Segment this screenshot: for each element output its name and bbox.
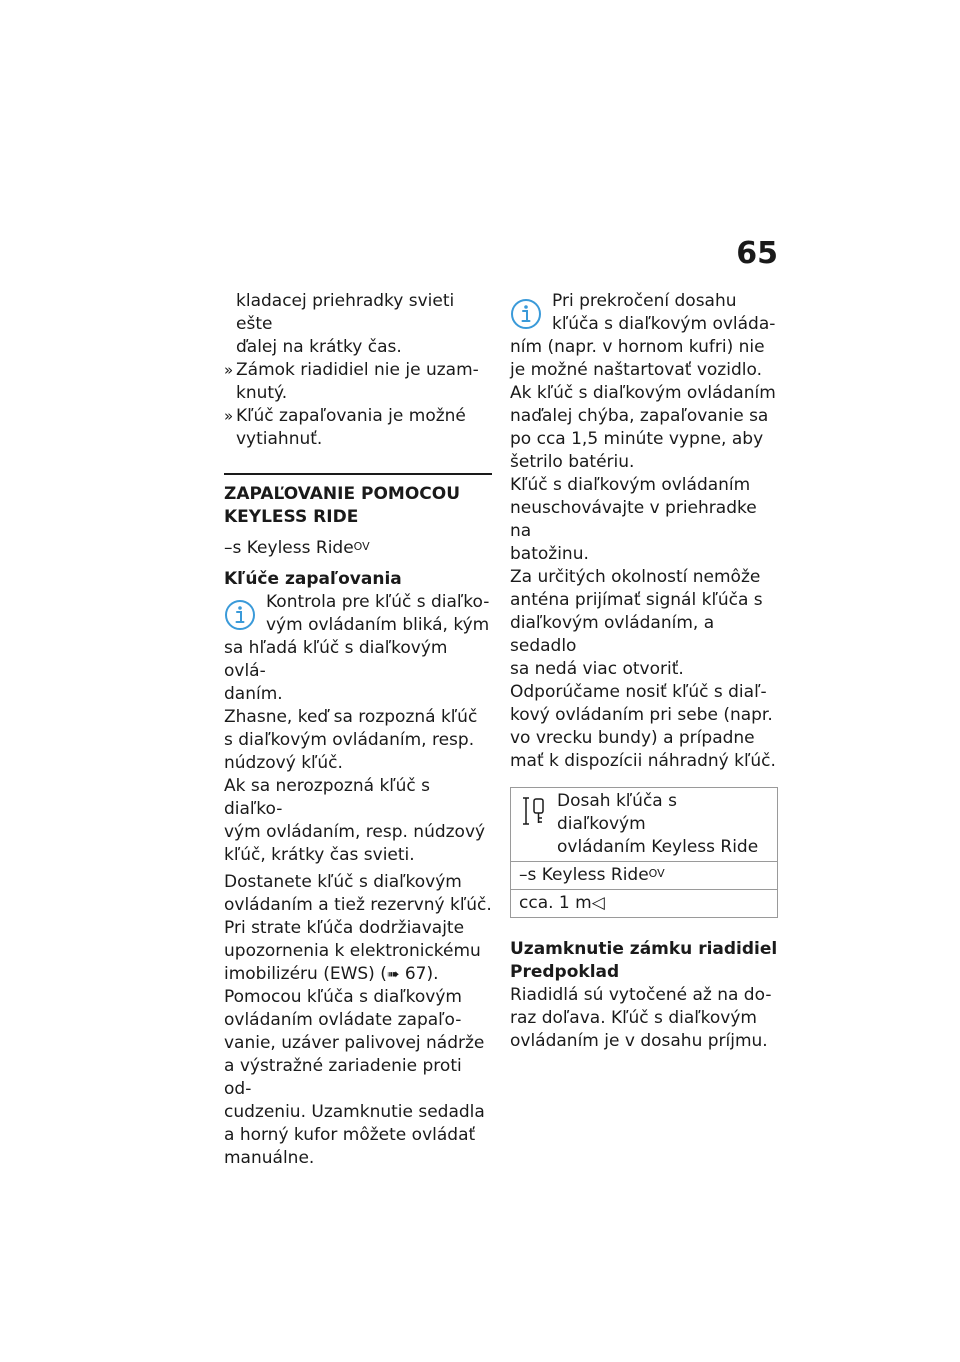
section-title-line: KEYLESS RIDE (224, 507, 359, 527)
text-line: ovládaním a tiež rezervný kľúč. (224, 895, 492, 915)
page-reference-arrow-icon: ➠ (386, 965, 400, 983)
info-icon (510, 298, 542, 330)
text-line: vým ovládaním bliká, kým (266, 615, 490, 635)
text-line: Za určitých okolností nemôže (510, 567, 761, 587)
list-item (224, 359, 492, 405)
info-note (510, 290, 778, 773)
page-number: 65 (736, 236, 778, 271)
text-line: vým ovládaním, resp. núdzový (224, 822, 486, 842)
text-line: Ak kľúč s diaľkovým ovládaním (510, 383, 776, 403)
table-row (511, 890, 778, 918)
key-range-icon (523, 796, 545, 826)
reference-text: imobilizéru (EWS) ( (224, 964, 387, 984)
text-line: cudzeniu. Uzamknutie sedadla (224, 1102, 485, 1122)
range-table (510, 787, 778, 918)
text-line: Pri prekročení dosahu (552, 291, 737, 311)
text-line: Dostanete kľúč s diaľkovým (224, 872, 462, 892)
text-line: diaľkovým ovládaním, a sedadlo (510, 613, 715, 656)
section-title: Uzamknutie zámku riadidiel (510, 939, 778, 959)
option-superscript: OV (353, 540, 370, 553)
table-row (511, 862, 778, 890)
text-line: kový ovládaním pri sebe (napr. (510, 705, 773, 725)
table-header-line: ovládaním Keyless Ride (557, 837, 759, 857)
page-reference[interactable]: 67). (404, 964, 439, 984)
subsection-title: Predpoklad (510, 962, 620, 982)
subsection-title: Kľúče zapaľovania (224, 569, 402, 589)
text-line: vanie, uzáver palivovej nádrže (224, 1033, 485, 1053)
text-line: mať k dispozícii náhradný kľúč. (510, 751, 776, 771)
text-line: naďalej chýba, zapaľovanie sa (510, 406, 769, 426)
table-row (511, 788, 778, 862)
text-line: ovládaním ovládate zapaľo- (224, 1010, 462, 1030)
table-header-cell (511, 788, 778, 862)
table-cell (511, 862, 778, 890)
text-line: a horný kufor môžete ovládať (224, 1125, 476, 1145)
text-line: s diaľkovým ovládaním, resp. (224, 730, 475, 750)
section-heading (224, 473, 492, 529)
text-line: sa nedá viac otvoriť. (510, 659, 684, 679)
right-column (510, 290, 778, 1053)
body-paragraph (510, 984, 778, 1053)
bullet-mark: » (224, 361, 234, 379)
text-line: a výstražné zariadenie proti od- (224, 1056, 462, 1099)
range-value: cca. 1 m (519, 893, 592, 913)
text-line: ním (napr. v hornom kufri) nie (510, 337, 765, 357)
info-note (224, 591, 492, 867)
list-item (224, 405, 492, 451)
table-header-line: Dosah kľúča s diaľkovým (557, 791, 677, 834)
text-line: je možné naštartovať vozidlo. (510, 360, 762, 380)
text-line: Riadidlá sú vytočené až na do- (510, 985, 772, 1005)
option-superscript: OV (648, 867, 665, 880)
text-line: Pomocou kľúča s diaľkovým (224, 987, 462, 1007)
text-line: neuschovávajte v priehradke na (510, 498, 757, 541)
option-note (224, 537, 492, 560)
left-column (224, 290, 492, 1170)
text-line: kľúč, krátky čas svieti. (224, 845, 415, 865)
text-line: Odporúčame nosiť kľúč s diaľ- (510, 682, 767, 702)
text-line: vytiahnuť. (236, 429, 323, 449)
text-line: ďalej na krátky čas. (236, 337, 402, 357)
text-line: vo vrecku bundy) a prípadne (510, 728, 755, 748)
text-line: Pri strate kľúča dodržiavajte (224, 918, 465, 938)
intro-paragraph (224, 290, 492, 359)
table-cell (511, 890, 778, 918)
text-line: sa hľadá kľúč s diaľkovým ovlá- (224, 638, 448, 681)
text-line: upozornenia k elektronickému (224, 941, 481, 961)
text-line: kladacej priehradky svieti ešte (236, 291, 455, 334)
text-line: daním. (224, 684, 283, 704)
text-line: ovládaním je v dosahu príjmu. (510, 1031, 768, 1051)
bullet-mark: » (224, 407, 234, 425)
text-line: raz doľava. Kľúč s diaľkovým (510, 1008, 757, 1028)
text-line: kľúča s diaľkovým ovláda- (552, 314, 776, 334)
end-mark-icon: ◁ (591, 893, 605, 913)
text-line: šetrilo batériu. (510, 452, 635, 472)
text-line: Kľúč zapaľovania je možné (236, 406, 466, 426)
text-line: Kľúč s diaľkovým ovládaním (510, 475, 751, 495)
section-title-line: ZAPAĽOVANIE POMOCOU (224, 484, 461, 504)
text-line: batožinu. (510, 544, 589, 564)
text-line: anténa prijímať signál kľúča s (510, 590, 763, 610)
text-line: Kontrola pre kľúč s diaľko- (266, 592, 490, 612)
text-line: núdzový kľúč. (224, 753, 343, 773)
body-paragraph (224, 871, 492, 1170)
text-line (224, 963, 492, 986)
text-line: manuálne. (224, 1148, 315, 1168)
option-text: –s Keyless Ride (519, 865, 649, 885)
text-line: knutý. (236, 383, 288, 403)
text-line: Ak sa nerozpozná kľúč s diaľko- (224, 776, 431, 819)
info-icon (224, 599, 256, 631)
option-text: –s Keyless Ride (224, 538, 354, 558)
text-line: po cca 1,5 minúte vypne, aby (510, 429, 764, 449)
text-line: Zámok riadidiel nie je uzam- (236, 360, 479, 380)
text-line: Zhasne, keď sa rozpozná kľúč (224, 707, 478, 727)
